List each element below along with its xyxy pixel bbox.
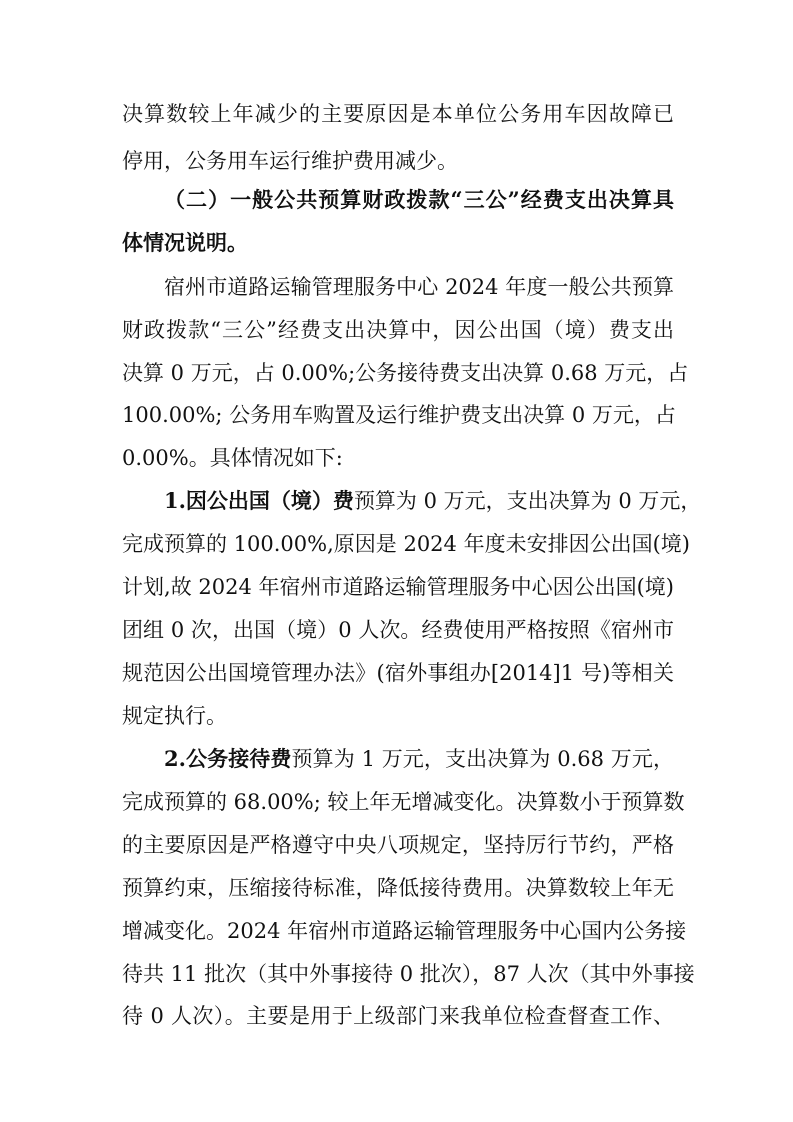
item2-line-7: 待 0 人次）。主要是用于上级部门来我单位检查督查工作、 bbox=[122, 1004, 674, 1028]
item2-line-1 bbox=[164, 742, 674, 776]
summary-line-4: 100.00%; 公务用车购置及运行维护费支出决算 0 万元，占 bbox=[122, 403, 676, 427]
item1-line-1-text: 预算为 0 万元，支出决算为 0 万元， bbox=[353, 489, 702, 513]
item2-line-4: 预算约束，压缩接待标准，降低接待费用。决算数较上年无 bbox=[122, 876, 674, 900]
item2-line-3: 的主要原因是严格遵守中央八项规定，坚持厉行节约，严格 bbox=[122, 833, 674, 857]
item2-line-2: 完成预算的 68.00%; 较上年无增减变化。决算数小于预算数 bbox=[122, 790, 685, 814]
item1-line-4: 团组 0 次，出国（境）0 人次。经费使用严格按照《宿州市 bbox=[122, 618, 674, 642]
item2-line-6: 待共 11 批次（其中外事接待 0 批次），87 人次（其中外事接 bbox=[122, 962, 695, 986]
intro-line-1: 决算数较上年减少的主要原因是本单位公务用车因故障已 bbox=[122, 102, 674, 126]
item1-line-6: 规定执行。 bbox=[122, 704, 227, 728]
section-heading-line-1: （二）一般公共预算财政拨款“三公”经费支出决算具 bbox=[164, 187, 674, 212]
summary-line-3: 决算 0 万元，占 0.00%;公务接待费支出决算 0.68 万元，占 bbox=[122, 361, 689, 385]
item1-line-3: 计划,故 2024 年宿州市道路运输管理服务中心因公出国(境) bbox=[122, 575, 674, 599]
summary-line-1: 宿州市道路运输管理服务中心 2024 年度一般公共预算 bbox=[164, 275, 674, 299]
item1-line-2: 完成预算的 100.00%,原因是 2024 年度未安排因公出国(境) bbox=[122, 532, 690, 556]
summary-line-5: 0.00%。具体情况如下: bbox=[122, 446, 343, 470]
summary-line-2: 财政拨款“三公”经费支出决算中，因公出国（境）费支出 bbox=[122, 318, 674, 342]
item2-line-5: 增减变化。2024 年宿州市道路运输管理服务中心国内公务接 bbox=[122, 919, 687, 943]
intro-line-2: 停用，公务用车运行维护费用减少。 bbox=[122, 149, 458, 173]
item2-label: 2.公务接待费 bbox=[164, 746, 292, 771]
section-heading-line-2: 体情况说明。 bbox=[122, 230, 248, 255]
item1-line-1 bbox=[164, 484, 702, 518]
item1-label: 1.因公出国（境）费 bbox=[164, 488, 354, 513]
item1-line-5: 规范因公出国境管理办法》(宿外事组办[2014]1 号)等相关 bbox=[122, 661, 674, 685]
item2-line-1-text: 预算为 1 万元，支出决算为 0.68 万元， bbox=[291, 747, 674, 771]
